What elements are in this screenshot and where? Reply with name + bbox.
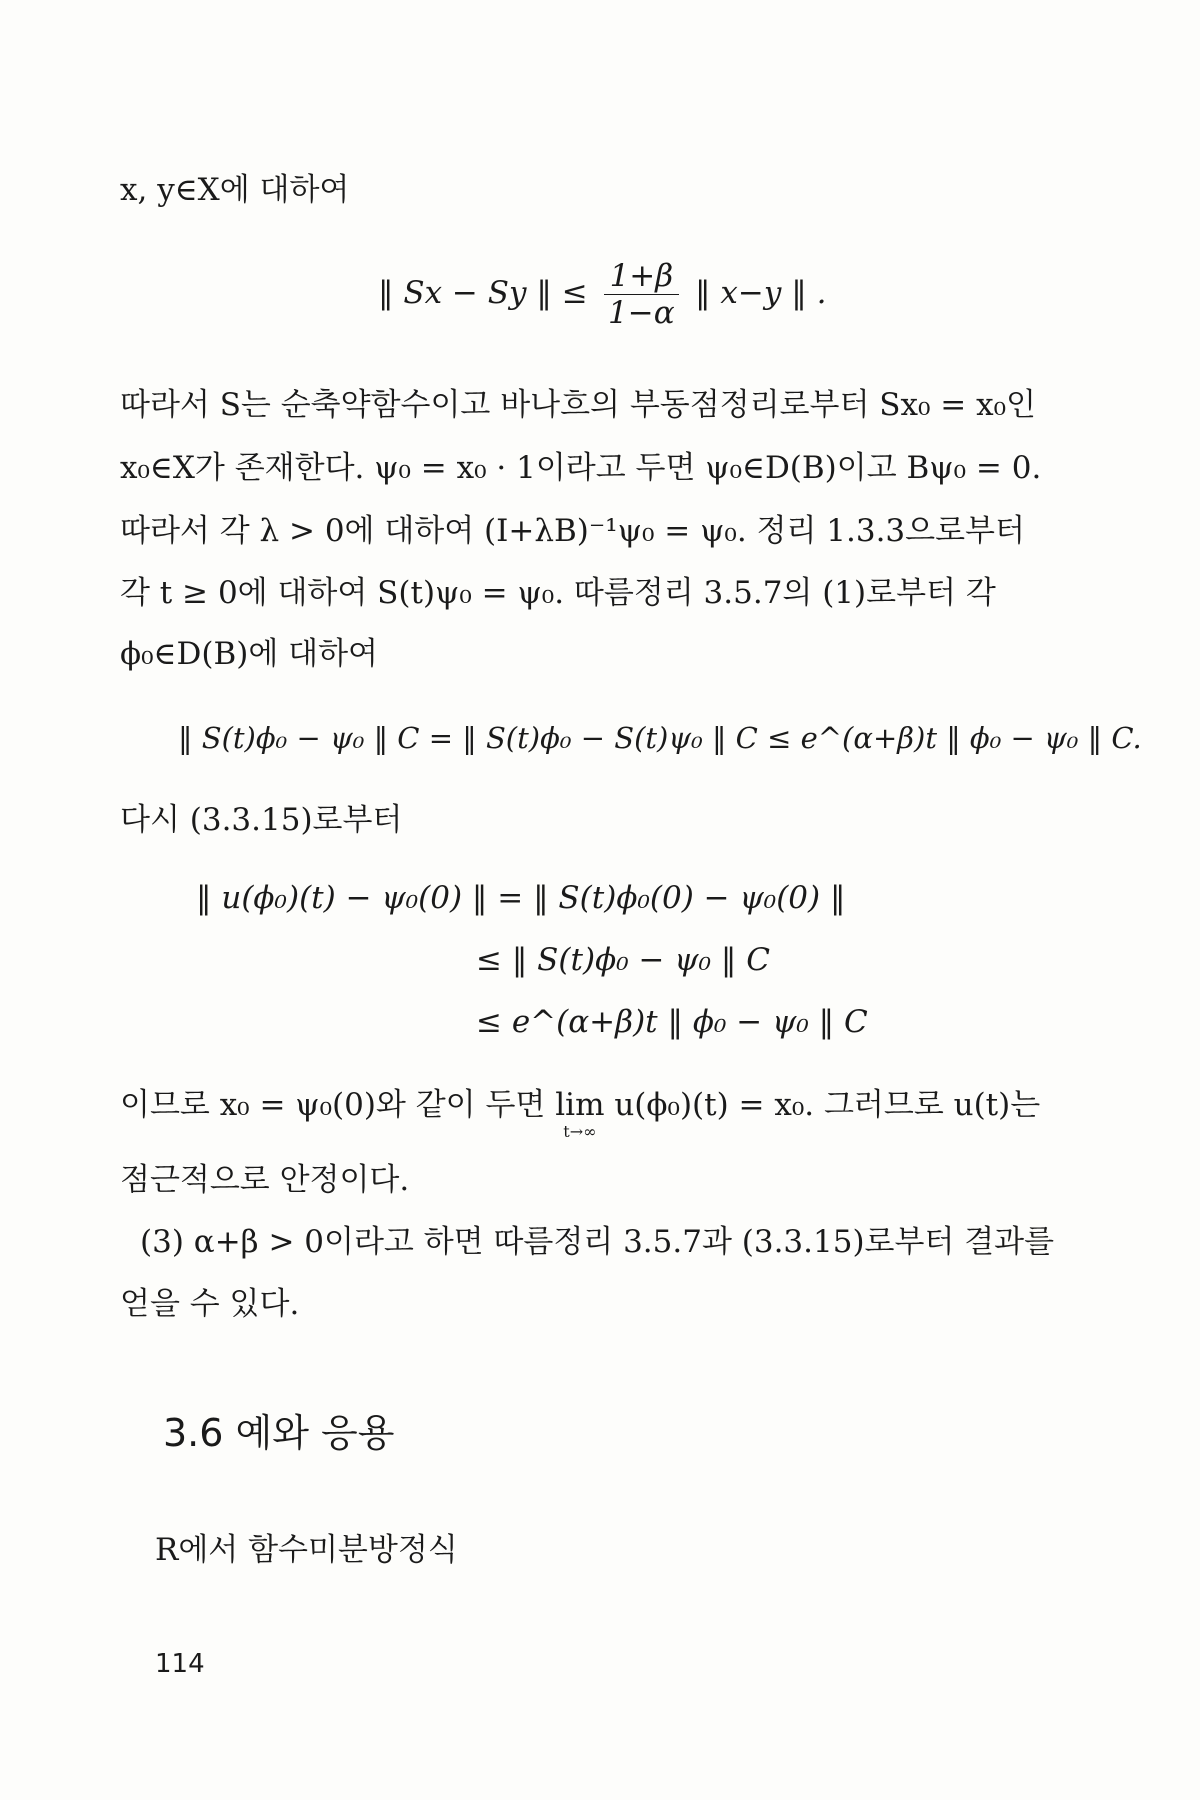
fraction-numerator: 1+β (604, 258, 680, 295)
limit-subscript: t→∞ (563, 1122, 597, 1141)
equation-1-fraction (604, 258, 680, 331)
equation-3b: ≤ ‖ S(t)ϕ₀ − ψ₀ ‖ C (476, 942, 770, 978)
page-number: 114 (155, 1649, 205, 1679)
equation-3a: ‖ u(ϕ₀)(t) − ψ₀(0) ‖ = ‖ S(t)ϕ₀(0) − ψ₀(0) ‖ (196, 880, 846, 916)
text-line-9: 점근적으로 안정이다. (120, 1162, 410, 1198)
text-line-5: 각 t ≥ 0에 대하여 S(t)ψ₀ = ψ₀. 따름정리 3.5.7의 (1)로부터 각 (120, 575, 996, 611)
equation-3c: ≤ e^(α+β)t ‖ ϕ₀ − ψ₀ ‖ C (476, 1004, 868, 1040)
section-title: 3.6 예와 응용 (163, 1411, 395, 1455)
subheading: R에서 함수미분방정식 (155, 1532, 458, 1568)
text-line-3: x₀∈X가 존재한다. ψ₀ = x₀ · 1이라고 두면 ψ₀∈D(B)이고 Bψ₀ = 0. (120, 450, 1042, 486)
text-line-8-pre: 이므로 x₀ = ψ₀(0)와 같이 두면 (120, 1087, 546, 1123)
text-line-10: (3) α+β > 0이라고 하면 따름정리 3.5.7과 (3.3.15)로부터 결과를 (140, 1224, 1055, 1260)
limit-label: lim (555, 1087, 605, 1123)
text-line-4: 따라서 각 λ > 0에 대하여 (I+λB)⁻¹ψ₀ = ψ₀. 정리 1.3.3으로부터 (120, 513, 1025, 549)
text-line-6: ϕ₀∈D(B)에 대하여 (120, 636, 378, 672)
text-line-7: 다시 (3.3.15)로부터 (120, 802, 403, 838)
equation-1-right: ‖ x−y ‖ . (695, 275, 827, 311)
fraction-denominator: 1−α (608, 295, 675, 331)
text-line-2: 따라서 S는 순축약함수이고 바나흐의 부동점정리로부터 Sx₀ = x₀인 (120, 387, 1036, 423)
text-line-8-post: u(ϕ₀)(t) = x₀. 그러므로 u(t)는 (614, 1087, 1041, 1123)
equation-2: ‖ S(t)ϕ₀ − ψ₀ ‖ C = ‖ S(t)ϕ₀ − S(t)ψ₀ ‖ C ≤ e^(α+β)t ‖ ϕ₀ − ψ₀ ‖ C. (178, 721, 1142, 755)
limit-operator (555, 1085, 604, 1139)
text-line-11: 얻을 수 있다. (120, 1286, 300, 1322)
text-line-1: x, y∈X에 대하여 (120, 172, 350, 208)
text-line-8 (120, 1085, 1040, 1139)
equation-1-left: ‖ Sx − Sy ‖ ≤ (378, 275, 588, 311)
equation-1 (378, 258, 826, 331)
